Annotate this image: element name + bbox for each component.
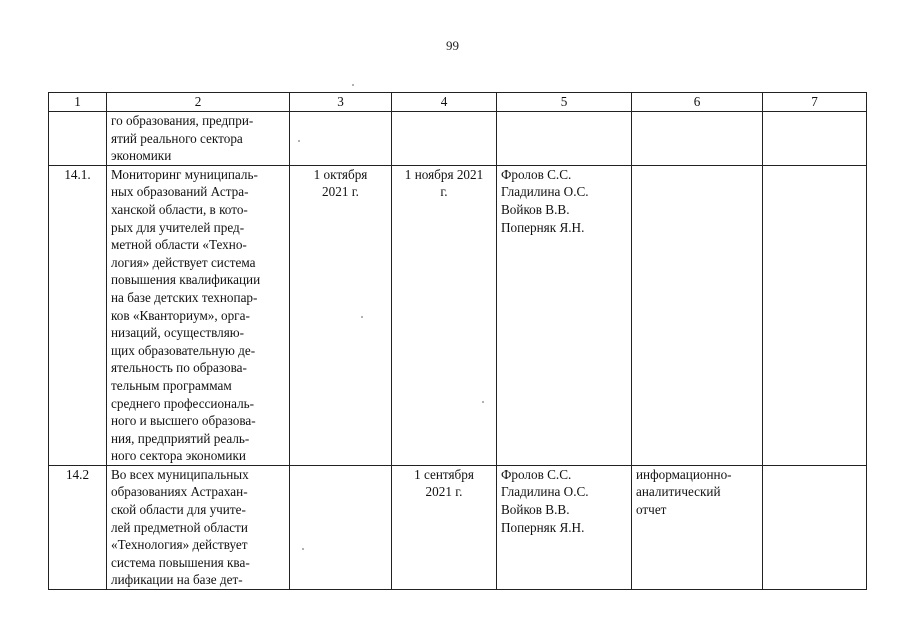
table-row xyxy=(49,465,867,589)
cell-line: Поперняк Я.Н. xyxy=(501,219,585,235)
column-header-1: 1 xyxy=(49,93,107,112)
cell-line: ков «Кванториум», орга- xyxy=(111,307,250,323)
start-date xyxy=(290,465,392,589)
scan-speck xyxy=(361,316,363,318)
cell-line: тельным программам xyxy=(111,377,232,393)
scan-speck xyxy=(482,401,484,403)
cell-line: Гладилина О.С. xyxy=(501,484,589,500)
cell-line: ской области для учите- xyxy=(111,502,246,518)
column-header-5: 5 xyxy=(497,93,632,112)
activity-description xyxy=(107,112,290,166)
cell-line: Войков В.В. xyxy=(501,502,570,518)
column-header-4: 4 xyxy=(392,93,497,112)
result-type xyxy=(632,465,763,589)
cell-line: г. xyxy=(440,184,448,200)
cell-line: отчет xyxy=(636,502,667,518)
cell-line: ханской области, в кото- xyxy=(111,201,248,217)
start-date xyxy=(290,112,392,166)
cell-line: Поперняк Я.Н. xyxy=(501,519,585,535)
table-row xyxy=(49,165,867,465)
item-number: 14.1. xyxy=(49,165,107,465)
cell-line: информационно- xyxy=(636,466,732,482)
scan-speck xyxy=(352,84,354,86)
table-body xyxy=(49,112,867,590)
note xyxy=(763,112,867,166)
responsible-persons xyxy=(497,112,632,166)
cell-line: ния, предприятий реаль- xyxy=(111,430,250,446)
activity-description xyxy=(107,465,290,589)
column-header-2: 2 xyxy=(107,93,290,112)
cell-line: рых для учителей пред- xyxy=(111,219,245,235)
cell-line: образованиях Астрахан- xyxy=(111,484,248,500)
cell-line: Фролов С.С. xyxy=(501,166,572,182)
cell-line: ятельность по образова- xyxy=(111,360,247,376)
item-number: 14.2 xyxy=(49,465,107,589)
cell-line: лификации на базе дет- xyxy=(111,572,243,588)
result-type xyxy=(632,112,763,166)
cell-line: логия» действует система xyxy=(111,254,256,270)
cell-line: Мониторинг муниципаль- xyxy=(111,166,258,182)
cell-line: ных образований Астра- xyxy=(111,184,249,200)
item-number xyxy=(49,112,107,166)
note xyxy=(763,465,867,589)
cell-line: 1 ноября 2021 xyxy=(404,166,484,182)
cell-line: го образования, предпри- xyxy=(111,113,254,128)
cell-line: низаций, осуществляю- xyxy=(111,325,245,341)
cell-line: ного и высшего образова- xyxy=(111,413,256,429)
cell-line: Гладилина О.С. xyxy=(501,184,589,200)
cell-line: 2021 г. xyxy=(425,484,463,500)
cell-line: экономики xyxy=(111,148,172,164)
activity-description xyxy=(107,165,290,465)
cell-line: лей предметной области xyxy=(111,519,248,535)
cell-line: повышения квалификации xyxy=(111,272,261,288)
cell-line: Фролов С.С. xyxy=(501,466,572,482)
cell-line: ного сектора экономики xyxy=(111,448,246,464)
cell-line: 1 сентября xyxy=(414,466,474,482)
cell-line: 1 октября xyxy=(313,166,368,182)
header-row xyxy=(49,93,867,112)
start-date xyxy=(290,165,392,465)
end-date xyxy=(392,465,497,589)
cell-line: «Технология» действует xyxy=(111,537,248,553)
cell-line: Во всех муниципальных xyxy=(111,466,249,482)
column-header-7: 7 xyxy=(763,93,867,112)
scan-speck xyxy=(298,140,300,142)
column-header-6: 6 xyxy=(632,93,763,112)
cell-line: на базе детских технопар- xyxy=(111,289,258,305)
cell-line: метной области «Техно- xyxy=(111,237,247,253)
cell-line: аналитический xyxy=(636,484,721,500)
page-number: 99 xyxy=(446,38,459,53)
cell-line: система повышения ква- xyxy=(111,554,250,570)
cell-line: среднего профессиональ- xyxy=(111,395,255,411)
end-date xyxy=(392,112,497,166)
cell-line: ятий реального сектора xyxy=(111,130,243,146)
plan-table xyxy=(48,92,867,590)
note xyxy=(763,165,867,465)
column-header-3: 3 xyxy=(290,93,392,112)
cell-line: щих образовательную де- xyxy=(111,342,256,358)
responsible-persons xyxy=(497,465,632,589)
result-type xyxy=(632,165,763,465)
scan-speck xyxy=(302,548,304,550)
end-date xyxy=(392,165,497,465)
cell-line: 2021 г. xyxy=(322,184,359,200)
table-row xyxy=(49,112,867,166)
cell-line: Войков В.В. xyxy=(501,201,570,217)
responsible-persons xyxy=(497,165,632,465)
